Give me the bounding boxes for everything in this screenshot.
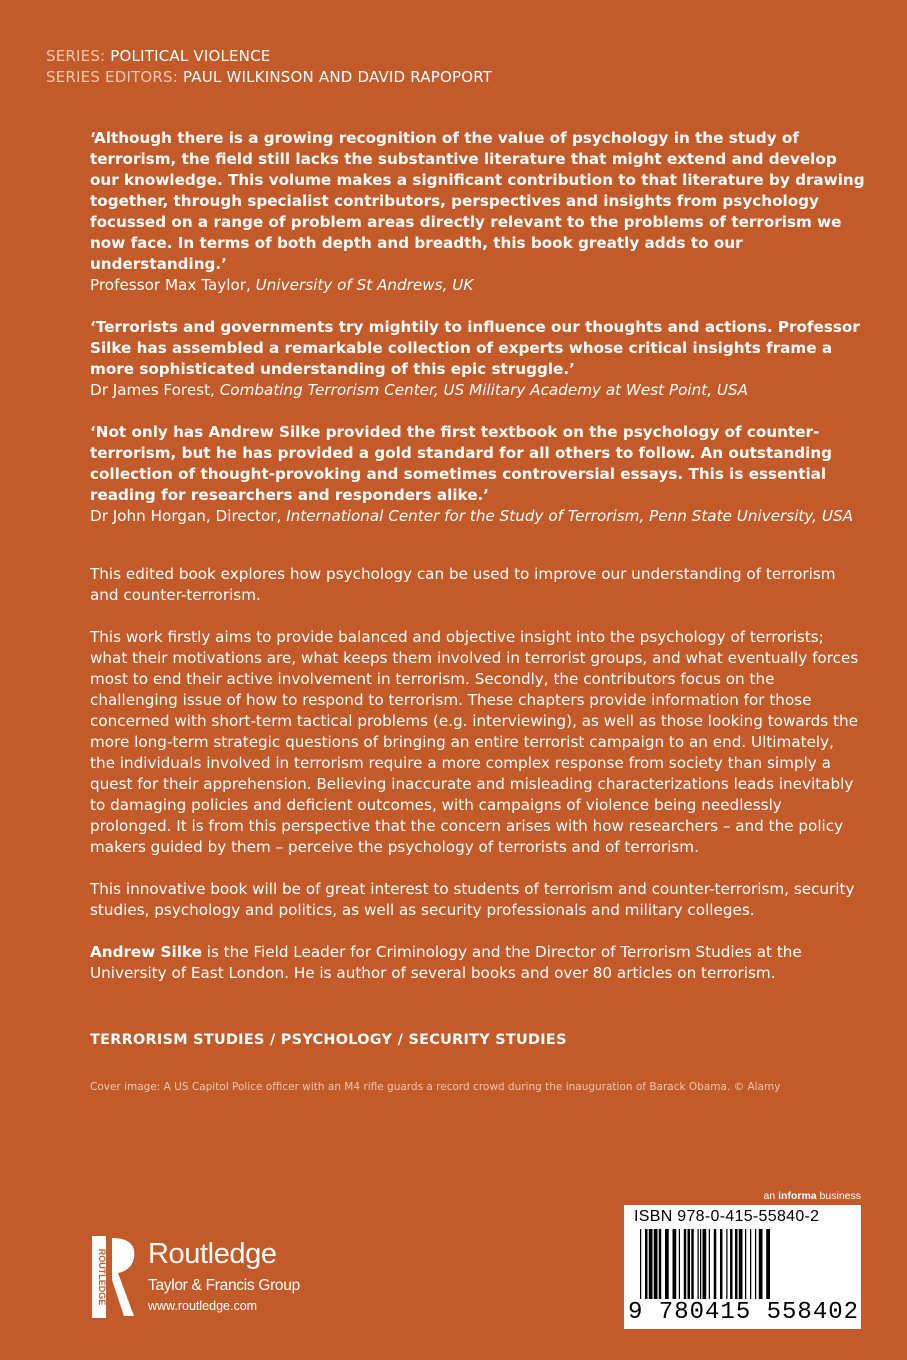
endorsement-quote	[90, 422, 865, 527]
description-paragraph: This edited book explores how psychology can be used to improve our understanding of terrorism and counter-terrorism.	[90, 565, 836, 604]
quote-affiliation: International Center for the Study of Terrorism, Penn State University, USA	[286, 507, 853, 525]
publisher-website: www.routledge.com	[148, 1299, 258, 1313]
publisher-name: Routledge	[148, 1238, 277, 1270]
publisher-logo	[90, 1232, 350, 1322]
endorsement-quote	[90, 128, 865, 296]
editors-line	[46, 67, 492, 88]
editors-value: PAUL WILKINSON AND DAVID RAPOPORT	[183, 68, 493, 86]
description-paragraph: This work firstly aims to provide balanced and objective insight into the psychology of terrorists; what their motivations are, what keeps them involved in terrorist groups, and what eventually forces most to end their active involvement in terrorism. Secondly, the contributors focus on the challenging issue of how to respond to terrorism. These chapters provide information for those concerned with short-term tactical problems (e.g. interviewing), as well as those looking towards the more long-term strategic questions of bringing an entire terrorist campaign to an end. Ultimately, the individuals involved in terrorism require a more complex response from society than simply a quest for their apprehension. Believing inaccurate and misleading characterizations leads inevitably to damaging policies and deficient outcomes, with campaigns of violence being needlessly prolonged. It is from this perspective that the concern arises with how researchers – and the policy makers guided by them – perceive the psychology of terrorists and of terrorism.	[90, 628, 859, 856]
barcode-bars	[640, 1229, 850, 1307]
informa-prefix: an	[763, 1190, 779, 1202]
editors-label: SERIES EDITORS:	[46, 68, 179, 86]
series-value: POLITICAL VIOLENCE	[110, 47, 271, 65]
cover-credit: Cover image: A US Capitol Police officer with an M4 rifle guards a record crowd during the inauguration of Barack Obama. © Alamy	[90, 1081, 781, 1093]
barcode-panel	[624, 1205, 861, 1329]
quote-author: Dr James Forest,	[90, 381, 220, 399]
series-line	[46, 46, 492, 67]
endorsement-quote	[90, 317, 865, 401]
informa-tagline	[731, 1190, 861, 1202]
informa-suffix: business	[816, 1190, 861, 1202]
publisher-group: Taylor & Francis Group	[148, 1277, 300, 1294]
quote-text: ‘Although there is a growing recognition of the value of psychology in the study of terrorism, the field still lacks the substantive literature that might extend and develop our knowledge. This volume makes a significant contribution to that literature by drawing together, through specialist contributors, perspectives and insights from psychology focussed on a range of problem areas directly relevant to the problems of terrorism we now face. In terms of both depth and breadth, this book greatly adds to our understanding.’	[90, 129, 865, 273]
endorsements	[90, 128, 865, 548]
routledge-vertical-mark: ROUTLEDGE	[97, 1248, 107, 1306]
barcode-digits: 9 780415 558402	[628, 1299, 860, 1326]
informa-brand: informa	[778, 1190, 817, 1202]
author-name: Andrew Silke	[90, 943, 202, 961]
quote-author: Professor Max Taylor,	[90, 276, 256, 294]
author-bio-text: is the Field Leader for Criminology and the Director of Terrorism Studies at the University of East London. He is author of several books and over 80 articles on terrorism.	[90, 943, 802, 982]
quote-author: Dr John Horgan, Director,	[90, 507, 287, 525]
series-info	[46, 46, 492, 88]
quote-affiliation: Combating Terrorism Center, US Military Academy at West Point, USA	[219, 381, 749, 399]
routledge-r-icon	[90, 1232, 140, 1322]
quote-attribution	[90, 275, 865, 296]
series-label: SERIES:	[46, 47, 106, 65]
quote-attribution	[90, 506, 865, 527]
author-bio	[90, 942, 860, 984]
quote-attribution	[90, 380, 865, 401]
isbn-text: ISBN 978-0-415-55840-2	[634, 1208, 820, 1225]
quote-affiliation: University of St Andrews, UK	[255, 276, 474, 294]
book-description	[90, 564, 860, 1005]
subject-categories: TERRORISM STUDIES / PSYCHOLOGY / SECURITY STUDIES	[90, 1032, 567, 1048]
description-paragraph: This innovative book will be of great interest to students of terrorism and counter-terrorism, security studies, psychology and politics, as well as security professionals and military colleges.	[90, 880, 855, 919]
quote-text: ‘Not only has Andrew Silke provided the first textbook on the psychology of counter-terrorism, but he has provided a gold standard for all others to follow. An outstanding collection of thought-provoking and sometimes controversial essays. This is essential reading for researchers and responders alike.’	[90, 423, 833, 504]
quote-text: ‘Terrorists and governments try mightily to influence our thoughts and actions. Professor Silke has assembled a remarkable collection of experts whose critical insights frame a more sophisticated understanding of this epic struggle.’	[90, 318, 860, 378]
